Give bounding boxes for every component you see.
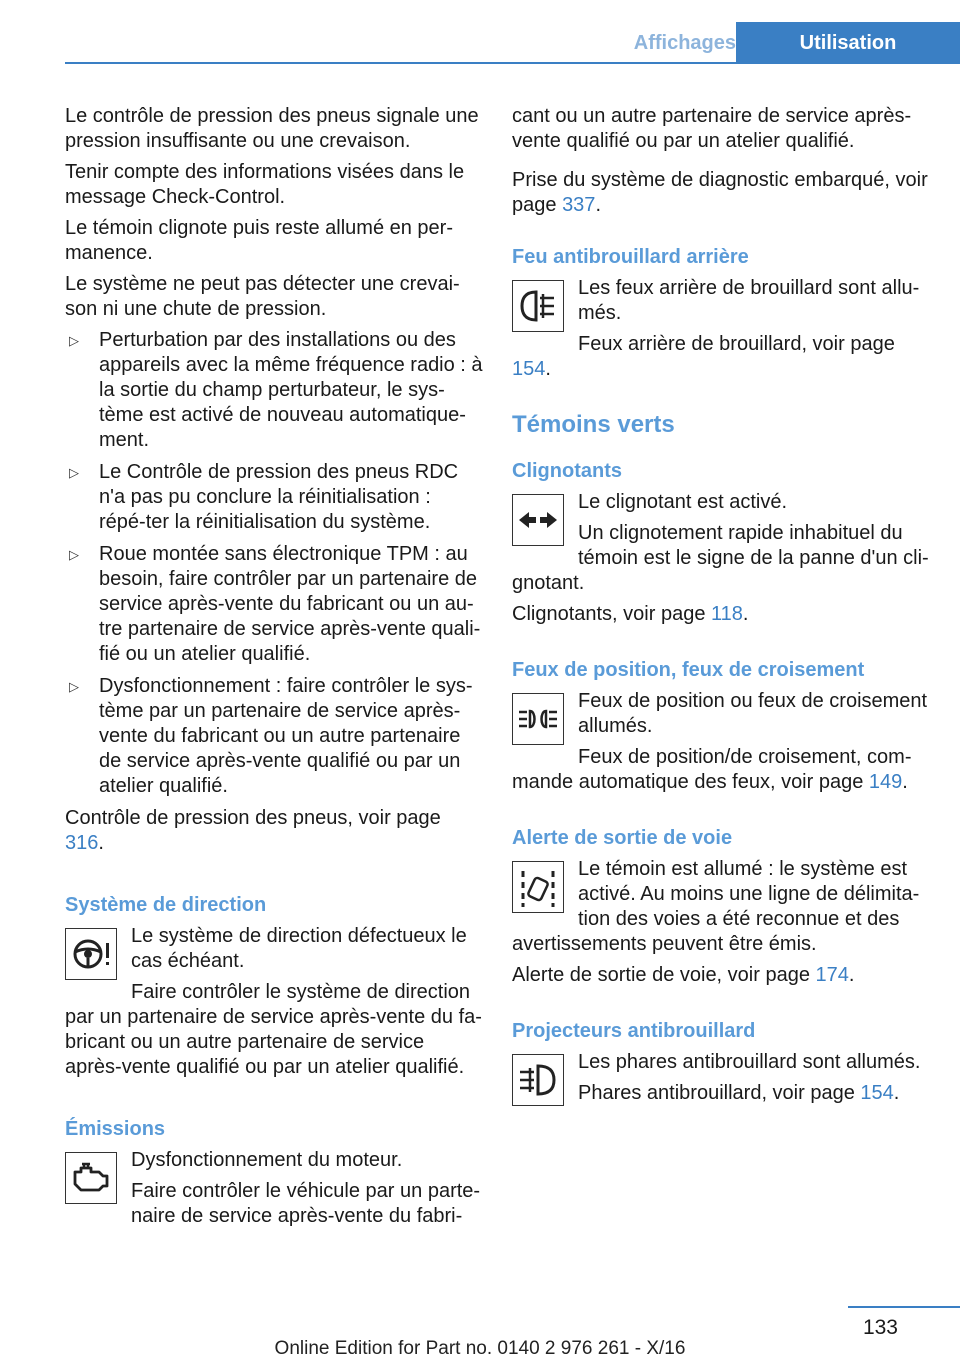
header-tab-bar: [65, 22, 960, 64]
paragraph: Dysfonctionnement du moteur.: [131, 1149, 403, 1171]
page-link[interactable]: 154: [512, 358, 546, 380]
paragraph: Prise du système de diagnostic embarqué, voir page 337.: [512, 169, 928, 216]
paragraph: Un clignotement rapide inhabituel du témoin est le signe de la panne d'un cli-gnotant.: [512, 522, 929, 594]
page-link[interactable]: 337: [562, 194, 596, 216]
section-title: Témoins verts: [512, 411, 675, 438]
paragraph: Contrôle de pression des pneus, voir page 316.: [65, 807, 441, 854]
page-number: 133: [862, 1316, 898, 1339]
section-heading: Émissions: [65, 1118, 166, 1140]
list-item: ▷ Le Contrôle de pression des pneus RDC n'a pas pu conclure la réinitialisation : répé-ter la réinitialisation du système.: [69, 461, 459, 533]
turn-signal-icon: [512, 494, 564, 546]
position-lights-icon: [512, 693, 564, 745]
bullet-list: [65, 328, 483, 799]
section-position-lights: [512, 689, 932, 801]
paragraph: Le clignotant est activé.: [578, 491, 788, 513]
tab-affichages[interactable]: Affichages: [633, 32, 736, 54]
rear-fog-light-icon: [512, 280, 564, 332]
triangle-bullet-icon: ▷: [69, 679, 79, 694]
tab-utilisation[interactable]: Utilisation: [736, 22, 960, 62]
section-steering: [65, 924, 483, 1086]
paragraph: Le témoin clignote puis reste allumé en per-manence.: [65, 217, 453, 264]
right-column: [512, 104, 932, 1112]
paragraph: cant ou un autre partenaire de service après-vente qualifié ou par un atelier qualifié.: [512, 105, 912, 152]
left-column: [65, 104, 483, 1235]
paragraph: Faire contrôler le système de direction par un partenaire de service après-vente du fa-bricant ou un autre partenaire de service après-vente qualifié ou par un atelier qualifié.: [65, 981, 482, 1078]
paragraph: Le système de direction défectueux le cas échéant.: [131, 925, 467, 972]
engine-warning-icon: [65, 1152, 117, 1204]
list-item: ▷ Roue montée sans électronique TPM : au besoin, faire contrôler par un partenaire de service après-vente du fabricant ou un au-tre partenaire de service après-vente quali-fié ou un atelier qualifié.: [69, 543, 481, 665]
section-heading: Projecteurs antibrouillard: [512, 1020, 756, 1042]
section-heading: Système de direction: [65, 894, 267, 916]
page-link[interactable]: 118: [711, 603, 743, 625]
page-link[interactable]: 149: [868, 771, 903, 793]
section-emissions: [65, 1148, 483, 1235]
edition-line: Online Edition for Part no. 0140 2 976 261 - X/16: [274, 1338, 686, 1359]
paragraph: Clignotants, voir page 118.: [512, 603, 749, 625]
paragraph: Feux de position/de croisement, com-mande automatique des feux, voir page 149.: [512, 746, 912, 793]
lane-departure-icon: [512, 861, 564, 913]
section-heading: Feux de position, feux de croisement: [512, 659, 865, 681]
steering-warning-icon: [65, 928, 117, 980]
section-turn-signals: [512, 490, 932, 602]
list-item: ▷ Perturbation par des installations ou des appareils avec la même fréquence radio : à la sortie du champ perturbateur, le sys-tème est activé de nouveau automatique-ment.: [69, 329, 483, 451]
paragraph: Faire contrôler le véhicule par un parte-naire de service après-vente du fabri-: [131, 1180, 481, 1227]
section-heading: Feu antibrouillard arrière: [512, 246, 749, 268]
paragraph: Les phares antibrouillard sont allumés.: [578, 1051, 921, 1073]
front-fog-light-icon: [512, 1054, 564, 1106]
paragraph: Le contrôle de pression des pneus signale une pression insuffisante ou une crevaison.: [65, 105, 479, 152]
paragraph: Le témoin est allumé : le système est activé. Au moins une ligne de délimita-tion des voies a été reconnue et des avertissements peuvent être émis.: [512, 858, 920, 955]
paragraph: Feux de position ou feux de croisement allumés.: [578, 690, 928, 737]
triangle-bullet-icon: ▷: [69, 547, 79, 562]
section-heading: Alerte de sortie de voie: [512, 827, 733, 849]
page-link[interactable]: 316: [65, 832, 99, 854]
paragraph: Tenir compte des informations visées dans le message Check-Control.: [65, 161, 465, 208]
paragraph: Phares antibrouillard, voir page 154.: [578, 1082, 900, 1104]
paragraph: Alerte de sortie de voie, voir page 174.: [512, 964, 855, 986]
section-heading: Clignotants: [512, 460, 622, 482]
page-link[interactable]: 154: [860, 1082, 894, 1104]
page-link[interactable]: 174: [815, 964, 849, 986]
footer-rule: [848, 1306, 960, 1308]
paragraph: Le système ne peut pas détecter une crevai-son ni une chute de pression.: [65, 273, 460, 320]
section-front-fog: [512, 1050, 932, 1112]
paragraph: Feux arrière de brouillard, voir page 154.: [512, 333, 895, 380]
triangle-bullet-icon: ▷: [69, 333, 79, 348]
section-rear-fog: [512, 276, 932, 388]
section-lane-departure: [512, 857, 932, 963]
list-item: ▷ Dysfonctionnement : faire contrôler le sys-tème par un partenaire de service après-vente du fabricant ou un autre partenaire de service après-vente qualifié ou par un atelier qualifié.: [69, 675, 473, 797]
triangle-bullet-icon: ▷: [69, 465, 79, 480]
paragraph: Les feux arrière de brouillard sont allu-més.: [578, 277, 920, 324]
